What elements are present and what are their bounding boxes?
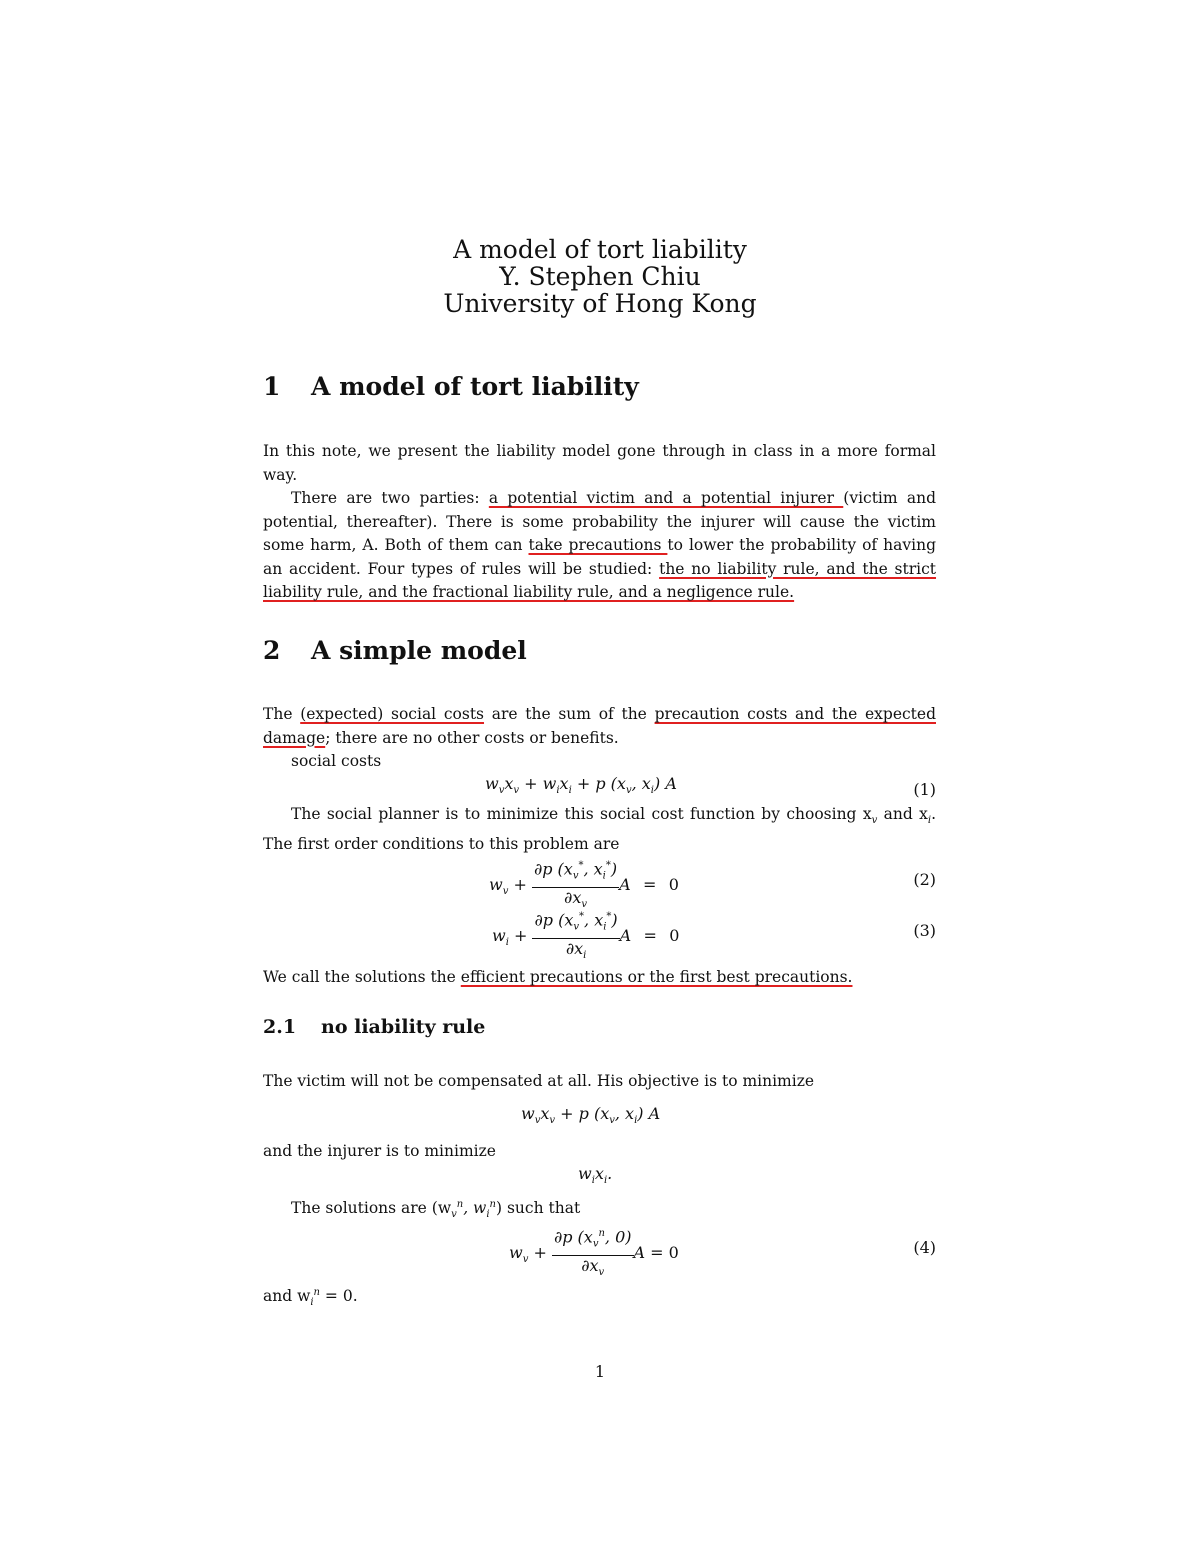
equation-2-number: (2) [913,870,936,889]
section-1-heading: 1 A model of tort liability [263,372,639,401]
subsection-2-1-paragraph-3: The solutions are ($w_v^n$, $w_i^n$) such that [291,1199,581,1221]
section-1-paragraph-2: There are two parties: a potential victim and a potential injurer (victim and potential, thereafter). There is some probability the injurer will cause the victim some harm, A. Both of them can take precautions to lower the probability of having an accident. Four types of rules will be studied: the no liability rule, and the strict liability rule, and the fractional liability rule, and a negligence rule. [263,489,937,601]
highlight-precaution-costs: precaution costs and the expected damage [263,705,936,747]
subsection-2-1-paragraph-1: The victim will not be compensated at all. His objective is to minimize [263,1072,815,1090]
equation-1: $w_vx_v + w_ix_i + p$ ($x_v$, $x_i$) A (1) [485,774,936,799]
affiliation: University of Hong Kong [443,289,757,318]
subsection-2-1-paragraph-2: and the injurer is to minimize [263,1142,496,1160]
victim-objective-equation: $w_vx_v + p$ ($x_v$, $x_i$) A [521,1104,661,1127]
author-name: Y. Stephen Chiu [499,262,701,291]
page-number: 1 [594,1362,606,1381]
highlight-rules: the no liability rule, and the strict liability rule, and the fractional liability rule, and a negligence rule. [263,559,937,601]
equation-1-number: (1) [913,780,936,799]
equation-4-number: (4) [913,1238,936,1257]
equation-2: $w_v$ + $\frac{\partial p (x_v^*, x_i^*)}{\partial x_v}$ A = 0 (2) [263,856,936,904]
highlight-efficient-precautions: efficient precautions or the first best precautions. [460,968,853,986]
equation-4: $w_v$ + $\frac{\partial p (x_v^n, 0)}{\partial x_v}$ A = 0 (4) [263,1224,936,1272]
title-block [0,236,1200,317]
paper-title: A model of tort liability [453,235,747,264]
subsection-2-1-heading: 2.1 no liability rule [263,1016,486,1038]
equation-3: $w_i$ + $\frac{\partial p (x_v^*, x_i^*)}{\partial x_i}$ A = 0 (3) [263,907,936,955]
injurer-objective-equation: $w_ix_i$. [578,1164,613,1187]
section-1-paragraph-1: In this note, we present the liability model gone through in class in a more formal way. [263,442,936,484]
section-2-paragraph-1: The (expected) social costs are the sum of the precaution costs and the expected damage; there are no other costs or benefits. [263,705,936,747]
highlight-parties: a potential victim and a potential injurer [488,489,844,507]
highlight-precautions: take precautions [528,536,668,554]
social-costs-label: social costs [291,752,382,770]
section-2-heading: 2 A simple model [263,636,527,665]
section-2-paragraph-3: We call the solutions the efficient precautions or the first best precautions. [263,968,853,986]
equation-3-number: (3) [913,921,936,940]
subsection-2-1-paragraph-4: and $w_i^n = 0$. [263,1287,358,1309]
highlight-social-costs: (expected) social costs [300,705,485,723]
section-2-paragraph-2: The social planner is to minimize this social cost function by choosing $x_v$ and $x_i$. The first order conditions to this problem are [263,805,937,853]
